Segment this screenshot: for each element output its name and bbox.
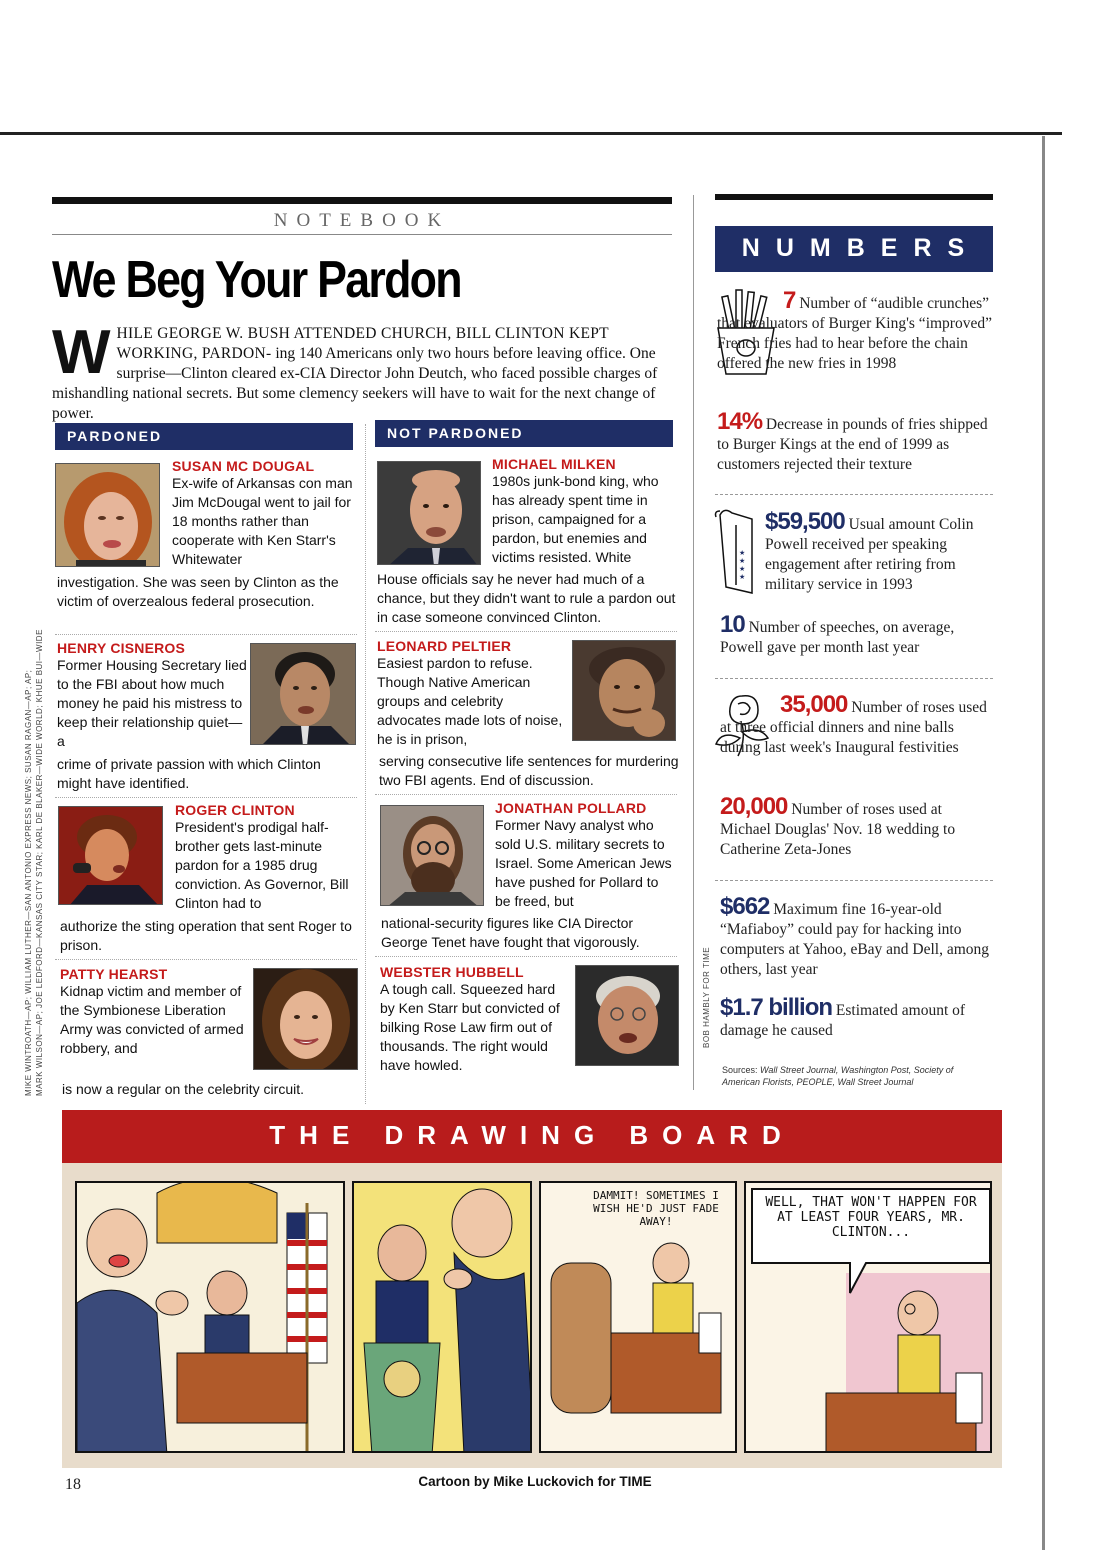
number-item-7 [720, 893, 995, 980]
sources-label: Sources: [722, 1065, 758, 1075]
entry-separator [375, 956, 677, 957]
number-item-4 [720, 611, 995, 658]
number-value: 10 [720, 611, 745, 638]
entry-name: ROGER CLINTON [175, 802, 295, 818]
entry-text: President's prodigal half-brother gets last-minute pardon for a 1985 drug conviction. As Governor, Bill Clinton had to [175, 819, 349, 911]
page-number: 18 [65, 1476, 81, 1493]
entry-name: WEBSTER HUBBELL [380, 964, 524, 980]
header-bar [52, 197, 672, 204]
entry-susan-mcdougal [172, 458, 357, 569]
number-value: 7 [783, 287, 796, 314]
page-spine-edge [1042, 136, 1045, 1550]
entry-roger-clinton [175, 802, 357, 913]
section-rule [52, 234, 672, 235]
drop-cap: W [52, 318, 111, 387]
entry-text: Easiest pardon to refuse. Though Native American groups and celebrity advocates made lots of noise, he is in prison, [377, 655, 563, 747]
photo-credit-line-2: MARK WILSON—AP; JOE LEDFORD—KANSAS CITY STAR; KARL DE BLAKER—WIDE WORLD; KHUE BUI—WIDE [35, 629, 44, 1096]
photo-patty-hearst [253, 968, 358, 1070]
sources-list: Wall Street Journal, Washington Post, Society of American Florists, PEOPLE, Wall Street Journal [722, 1065, 954, 1087]
number-value: 35,000 [780, 691, 848, 718]
cartoon-panel-1 [75, 1181, 345, 1453]
photo-roger-clinton [58, 806, 163, 905]
number-item-5 [720, 691, 995, 758]
numbers-heading: NUMBERS [715, 226, 993, 272]
entry-separator [55, 959, 357, 960]
number-description: Number of roses used at Michael Douglas' Nov. 18 wedding to Catherine Zeta-Jones [720, 801, 956, 858]
entry-name: SUSAN MC DOUGAL [172, 458, 315, 474]
page-headline: We Beg Your Pardon [52, 251, 461, 309]
number-description: Maximum fine 16-year-old “Mafiaboy” could pay for hacking into computers at Yahoo, eBay and Dell, among others, last year [720, 901, 990, 978]
column-divider [365, 424, 366, 1104]
entry-michael-milken [492, 456, 677, 567]
svg-text:★: ★ [739, 557, 746, 565]
section-label: NOTEBOOK [273, 210, 451, 231]
entry-jonathan-pollard [495, 800, 677, 911]
numbers-separator [715, 494, 993, 495]
number-item-2 [717, 408, 995, 475]
number-item-3 [765, 508, 995, 595]
cartoon-strip [62, 1163, 1002, 1468]
number-description: Number of “audible crunches” that evaluators of Burger King's “improved” French fries had to hear before the chain offered the new fries in 1998 [717, 295, 992, 372]
cartoon-panel-3 [539, 1181, 737, 1453]
number-value: $662 [720, 893, 770, 920]
entry-text-continued: crime of private passion with which Clinton might have identified. [57, 756, 321, 791]
number-item-6 [720, 793, 995, 860]
intro-body: ing 140 Americans only two hours before leaving office. One surprise—Clinton cleared ex-CIA Director John Deutch, who faced possible charges of mishandling national secrets. But some clemency seekers will have to wait for the next change of power. [52, 345, 658, 422]
entry-separator [55, 634, 357, 635]
page-top-rule [0, 132, 1062, 135]
entry-name: MICHAEL MILKEN [492, 456, 616, 472]
numbers-header-bar [715, 194, 993, 200]
entry-text: Former Navy analyst who sold U.S. military secrets to Israel. Some American Jews have pushed for Pollard to be freed, but [495, 817, 672, 909]
photo-michael-milken [377, 461, 481, 565]
photo-henry-cisneros [250, 643, 356, 745]
photo-leonard-peltier [572, 640, 676, 741]
intro-lead: HILE GEORGE W. BUSH ATTENDED CHURCH, BILL CLINTON KEPT WORKING, PARDON- [116, 325, 609, 362]
svg-text:★: ★ [739, 573, 746, 581]
numbers-separator [715, 678, 993, 679]
cartoon-panel-2 [352, 1181, 532, 1453]
photo-credits [24, 600, 58, 1100]
entry-patty-hearst [60, 966, 250, 1058]
number-value: 14% [717, 408, 763, 435]
photo-susan-mcdougal [55, 463, 160, 567]
speech-bubble-1: DAMMIT! SOMETIMES I WISH HE'D JUST FADE AWAY! [593, 1189, 719, 1228]
cartoon-panel-4 [744, 1181, 992, 1453]
number-value: $59,500 [765, 508, 845, 535]
number-description: Usual amount Colin Powell received per speaking engagement after retiring from military service in 1993 [765, 516, 974, 593]
not-pardoned-heading: NOT PARDONED [375, 420, 673, 447]
entry-separator [375, 631, 677, 632]
entry-text-continued: national-security figures like CIA Director George Tenet have fought that vigorously. [381, 915, 640, 950]
intro-paragraph [52, 318, 672, 424]
entry-separator [375, 794, 677, 795]
number-value: 20,000 [720, 793, 788, 820]
drawing-board-heading: THE DRAWING BOARD [62, 1110, 1002, 1163]
number-description: Estimated amount of damage he caused [720, 1002, 966, 1039]
entry-text-continued: investigation. She was seen by Clinton as the victim of overzealous federal prosecution. [57, 574, 339, 609]
entry-webster-hubbell [380, 964, 570, 1075]
entry-name: HENRY CISNEROS [57, 640, 186, 656]
entry-name: JONATHAN POLLARD [495, 800, 647, 816]
entry-text: Ex-wife of Arkansas con man Jim McDougal went to jail for 18 months rather than cooperate with Ken Starr's Whitewater [172, 475, 353, 567]
photo-jonathan-pollard [380, 805, 484, 906]
entry-henry-cisneros [57, 640, 247, 751]
number-item-1 [717, 287, 995, 374]
entry-text: Kidnap victim and member of the Symbionese Liberation Army was convicted of armed robbery, and [60, 983, 244, 1056]
number-value: $1.7 billion [720, 994, 833, 1021]
number-description: Number of speeches, on average, Powell gave per month last year [720, 619, 955, 656]
cartoon-credit: Cartoon by Mike Luckovich for TIME [418, 1474, 652, 1489]
number-description: Number of roses used at three official dinners and nine balls during last week's Inaugural festivities [720, 699, 987, 756]
speech-bubble-2: WELL, THAT WON'T HAPPEN FOR AT LEAST FOUR YEARS, MR. CLINTON... [765, 1195, 977, 1240]
numbers-sources [722, 1064, 990, 1088]
photo-credit-line-1: MIKE WINTROATH—AP; WILLIAM LUTHER—SAN ANTONIO EXPRESS NEWS; SUSAN RAGAN—AP; AP; [24, 669, 33, 1096]
svg-text:★: ★ [739, 565, 746, 573]
medal-illustration [712, 505, 762, 600]
entry-text-continued: is now a regular on the celebrity circuit. [62, 1081, 304, 1097]
photo-webster-hubbell [575, 965, 679, 1066]
entry-name: LEONARD PELTIER [377, 638, 512, 654]
entry-text-continued: authorize the sting operation that sent Roger to prison. [60, 918, 352, 953]
entry-text-continued: serving consecutive life sentences for murdering two FBI agents. End of discussion. [379, 753, 679, 788]
entry-text: Former Housing Secretary lied to the FBI about how much money he paid his mistress to keep their relationship quiet—a [57, 657, 247, 749]
entry-separator [55, 797, 357, 798]
number-item-8 [720, 994, 995, 1041]
entry-text: A tough call. Squeezed hard by Ken Starr but convicted of bilking Rose Law firm out of thousands. The right would have howled. [380, 981, 560, 1073]
pardoned-heading: PARDONED [55, 423, 353, 450]
number-description: Decrease in pounds of fries shipped to Burger Kings at the end of 1999 as customers rejected their texture [717, 416, 988, 473]
entry-leonard-peltier [377, 638, 567, 749]
entry-text-continued: House officials say he never had much of a chance, but they didn't want to rule a pardon out in case someone convinced Clinton. [377, 571, 676, 625]
illustration-credit: BOB HAMBLY FOR TIME [702, 946, 711, 1048]
svg-text:★: ★ [739, 549, 746, 557]
entry-name: PATTY HEARST [60, 966, 168, 982]
entry-text: 1980s junk-bond king, who has already spent time in prison, campaigned for a pardon, but enemies and victims resisted. White [492, 473, 659, 565]
right-column-divider [693, 195, 694, 1090]
numbers-separator [715, 880, 993, 881]
